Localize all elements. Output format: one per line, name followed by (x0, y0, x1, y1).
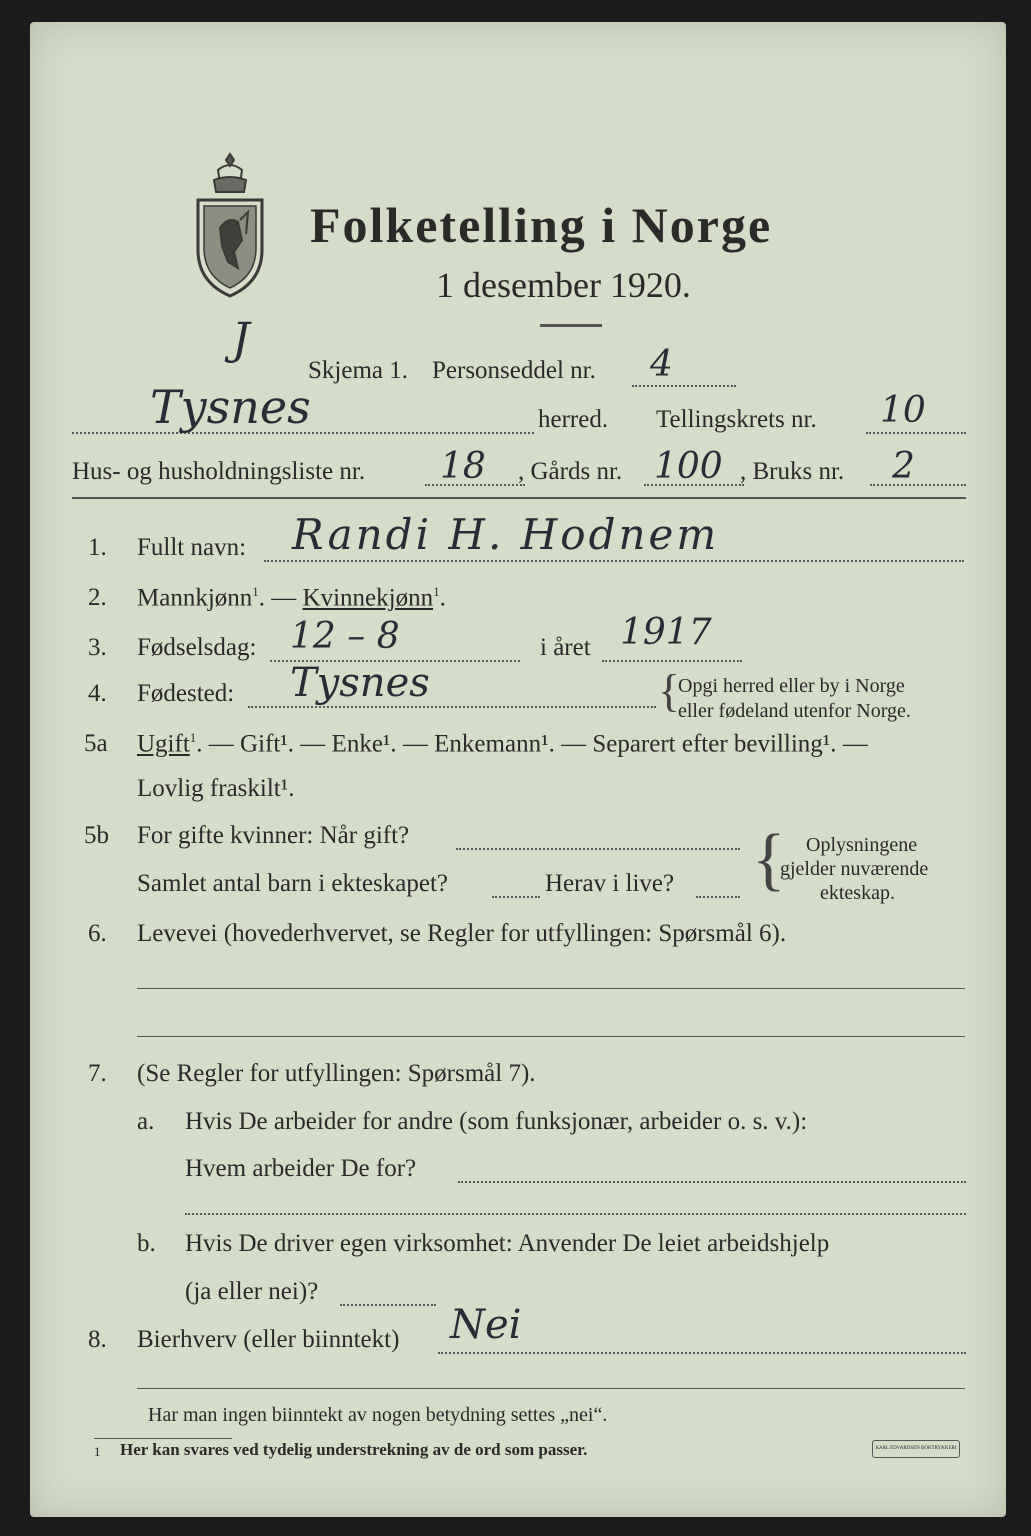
q7a-employer-line (458, 1181, 966, 1183)
footnote-rule (94, 1438, 232, 1439)
printer-stamp: KARL EDVARDSEN BOKTRYKKERI (872, 1440, 960, 1458)
personseddel-value: 4 (650, 344, 673, 385)
herred-label: herred. (538, 406, 609, 433)
husholdning-value: 18 (440, 446, 486, 487)
q5b-i-live-label: Herav i live? (545, 870, 675, 897)
q8-line (438, 1352, 966, 1354)
q5b-note-line2: gjelder nuværende (780, 858, 929, 880)
q6-line-2 (137, 1036, 965, 1037)
skjema-label: Skjema 1. (308, 357, 408, 384)
q7-label: (Se Regler for utfyllingen: Spørsmål 7). (137, 1060, 536, 1087)
bruks-line (870, 484, 966, 486)
header-separator (72, 497, 966, 499)
q7b-ja-nei-line (340, 1304, 436, 1306)
q5b-nar-gift-label: For gifte kvinner: Når gift? (137, 822, 410, 849)
personseddel-line (632, 385, 736, 387)
husholdning-label: Hus- og husholdningsliste nr. (72, 458, 366, 485)
q7a-label: Hvis De arbeider for andre (som funksjonær, arbeider o. s. v.): (185, 1108, 808, 1135)
q1-line (264, 560, 964, 562)
q7b-letter: b. (137, 1230, 156, 1257)
q1-label: Fullt navn: (137, 534, 247, 561)
q5b-note-line3: ekteskap. (820, 882, 895, 904)
q5b-nar-gift-line (456, 848, 740, 850)
q5a-ugift-option: Ugift (137, 730, 190, 758)
q6-label: Levevei (hovederhvervet, se Regler for utfyllingen: Spørsmål 6). (137, 920, 787, 947)
norwegian-coat-of-arms-icon (188, 150, 272, 300)
q3-year-value: 1917 (620, 612, 712, 653)
q3-year-label: i året (540, 634, 591, 661)
q4-note-brace: { (658, 665, 681, 716)
q5b-note-brace: { (752, 821, 786, 898)
personseddel-label: Personseddel nr. (432, 357, 596, 384)
q3-birthday-value: 12 – 8 (290, 616, 400, 657)
q5a-number: 5a (84, 730, 108, 757)
q4-number: 4. (88, 680, 107, 707)
gards-value: 100 (654, 446, 723, 487)
title-rule (540, 324, 602, 327)
q6-number: 6. (88, 920, 107, 947)
tellingskrets-line (866, 432, 966, 434)
q2-kvinnekjonn-option: Kvinnekjønn (302, 584, 434, 612)
q5b-i-live-line (696, 896, 740, 898)
q8-extra-line (137, 1388, 965, 1389)
bruks-value: 2 (892, 446, 915, 487)
q5b-number: 5b (84, 822, 109, 849)
no-income-note: Har man ingen biinntekt av nogen betydning settes „nei“. (148, 1404, 608, 1426)
q7a-letter: a. (137, 1108, 155, 1135)
census-date: 1 desember 1920. (436, 265, 691, 305)
herred-value: Tysnes (150, 380, 311, 434)
q1-number: 1. (88, 534, 107, 561)
gards-label: , Gårds nr. (518, 458, 623, 485)
q5b-barn-line (492, 896, 540, 898)
q3-label: Fødselsdag: (137, 634, 257, 661)
q3-number: 3. (88, 634, 107, 661)
q1-full-name-value: Randi H. Hodnem (292, 510, 720, 559)
q7b-ja-nei-label: (ja eller nei)? (185, 1278, 319, 1305)
q5b-note-line1: Oplysningene (806, 834, 918, 856)
tellingskrets-label: Tellingskrets nr. (656, 406, 817, 433)
q7-number: 7. (88, 1060, 107, 1087)
herred-handwritten-mark: J (232, 314, 250, 365)
bruks-label: , Bruks nr. (740, 458, 845, 485)
q3-year-line (602, 660, 742, 662)
q6-line-1 (137, 988, 965, 989)
q4-label: Fødested: (137, 680, 235, 707)
q2-mannkjonn-option: Mannkjønn (137, 584, 253, 612)
q2-sex-options: Mannkjønn$^1$. — Kvinnekjønn$^1$. (137, 584, 446, 612)
q4-birthplace-value: Tysnes (290, 660, 430, 706)
q2-number: 2. (88, 584, 107, 611)
q8-label: Bierhverv (eller biinntekt) (137, 1326, 400, 1353)
q5a-other-options: . — Gift¹. — Enke¹. — Enkemann¹. — Separert efter bevilling¹. — (196, 730, 868, 758)
q7a-extra-line (185, 1213, 966, 1215)
q5b-barn-label: Samlet antal barn i ekteskapet? (137, 870, 448, 897)
form-title: Folketelling i Norge (310, 197, 773, 253)
q5a-marital-options: Ugift$^1$. — Gift¹. — Enke¹. — Enkemann¹. — Separert efter bevilling¹. — (137, 730, 868, 758)
q8-bierhverv-value: Nei (450, 1302, 522, 1348)
footnote-marker: 1 (94, 1444, 101, 1459)
q7b-label: Hvis De driver egen virksomhet: Anvender De leiet arbeidshjelp (185, 1230, 830, 1257)
footnote-text: Her kan svares ved tydelig understrekning av de ord som passer. (120, 1440, 588, 1459)
q4-note-line2: eller fødeland utenfor Norge. (678, 700, 911, 722)
q7a-employer-label: Hvem arbeider De for? (185, 1155, 417, 1182)
q4-note-line1: Opgi herred eller by i Norge (678, 675, 905, 697)
tellingskrets-value: 10 (880, 390, 926, 431)
q4-line (248, 706, 656, 708)
q2-separator: . — (258, 584, 303, 612)
q5a-lovlig-fraskilt: Lovlig fraskilt¹. (137, 775, 295, 802)
q8-number: 8. (88, 1326, 107, 1353)
